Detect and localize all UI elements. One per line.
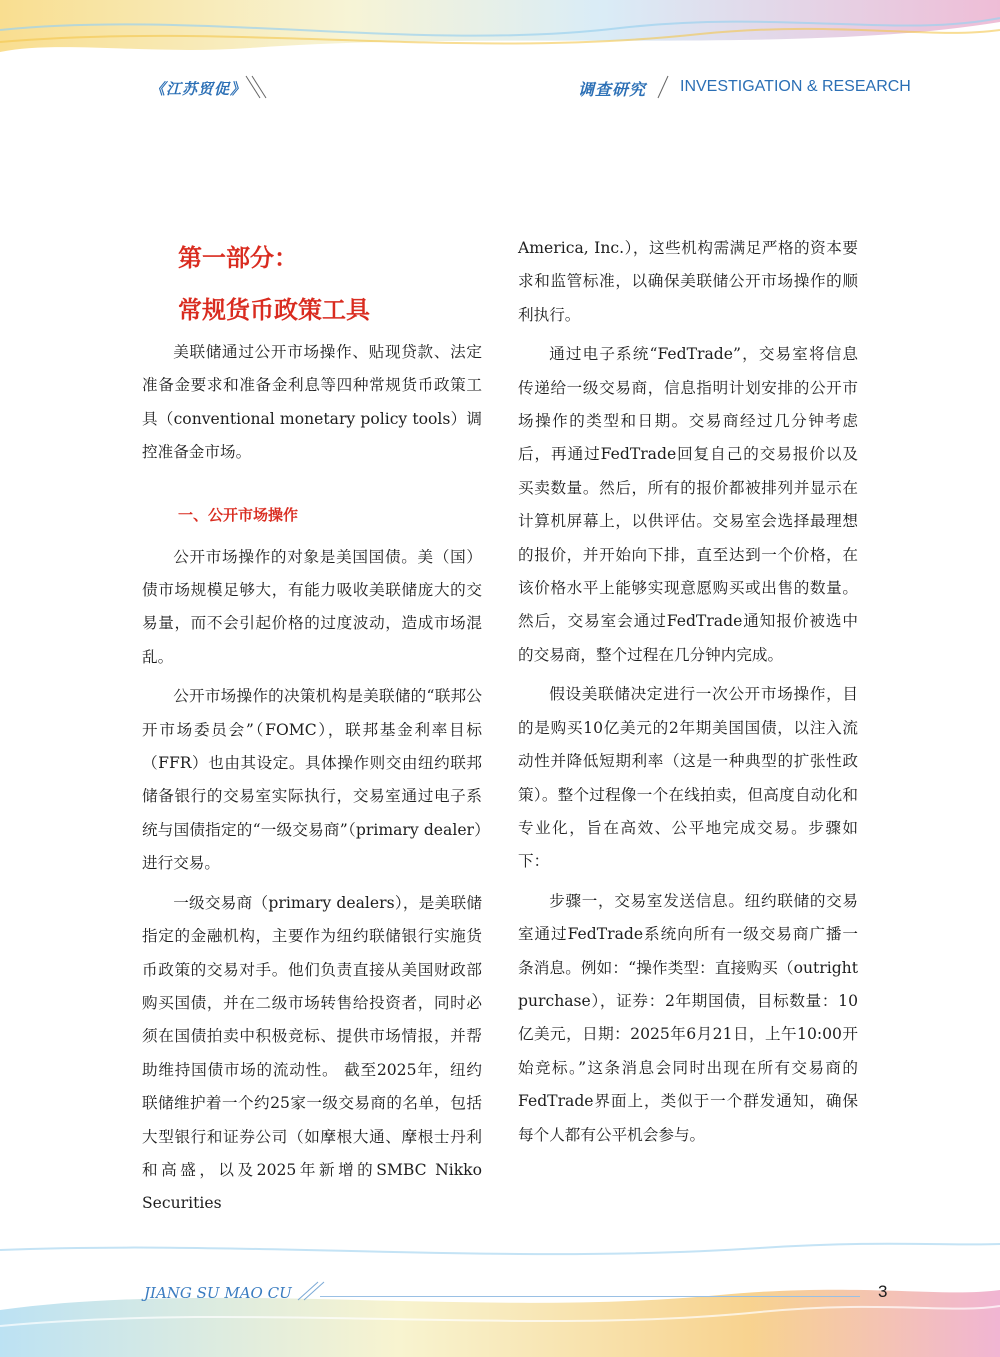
- paragraph: 公开市场操作的决策机构是美联储的“联邦公开市场委员会”（FOMC），联邦基金利率目标（FFR）也由其设定。具体操作则交由纽约联邦储备银行的交易室实际执行，交易室通过电子系统与国债指定的“一级交易商”（primary dealer）进行交易。: [142, 687, 482, 873]
- section-title-english: INVESTIGATION & RESEARCH: [680, 78, 911, 95]
- footer-publication-name: JIANG SU MAO CU: [144, 1284, 292, 1302]
- top-decorative-wave: [0, 0, 1000, 70]
- right-column: [518, 232, 858, 1152]
- paragraph: 假设美联储决定进行一次公开市场操作，目的是购买10亿美元的2年期美国国债，以注入流动性并降低短期利率（这是一种典型的扩张性政策）。整个过程像一个在线拍卖，但高度自动化和专业化，旨在高效、公平地完成交易。步骤如下：: [518, 685, 858, 871]
- part-title-line2: 常规货币政策工具: [178, 296, 370, 324]
- intro-paragraph: 美联储通过公开市场操作、贴现贷款、法定准备金要求和准备金利息等四种常规货币政策工具（conventional monetary policy tools）调控准备金市场。: [142, 343, 482, 462]
- masthead-title: 《江苏贸促》: [150, 80, 247, 98]
- paragraph: 步骤一，交易室发送信息。纽约联储的交易室通过FedTrade系统向所有一级交易商广播一条消息。例如：“操作类型：直接购买（outright purchase），证券：2年期国债，目标数量：10亿美元，日期：2025年6月21日，上午10:00开始竞标。”这条消息会同时出现在所有交易商的FedTrade界面上，类似于一个群发通知，确保每个人都有公平机会参与。: [518, 891, 858, 1144]
- page-number: 3: [878, 1282, 888, 1301]
- footer-divider: [320, 1296, 860, 1297]
- paragraph-continuation: America, Inc.），这些机构需满足严格的资本要求和监管标准，以确保美联储公开市场操作的顺利执行。: [518, 239, 858, 324]
- double-slash-icon: [288, 1278, 328, 1304]
- paragraph: 通过电子系统“FedTrade”，交易室将信息传递给一级交易商，信息指明计划安排的公开市场操作的类型和日期。交易商经过几分钟考虑后，再通过FedTrade回复自己的交易报价以及买卖数量。然后，所有的报价都被排列并显示在计算机屏幕上，以供评估。交易室会选择最理想的报价，并开始向下排，直至达到一个价格，在该价格水平上能够实现意愿购买或出售的数量。然后，交易室会通过FedTrade通知报价被选中的交易商，整个过程在几分钟内完成。: [518, 345, 858, 664]
- double-slash-icon: [242, 74, 272, 100]
- slash-divider-icon: [654, 74, 672, 100]
- subheading-open-market: 一、公开市场操作: [178, 505, 299, 524]
- paragraph: 公开市场操作的对象是美国国债。美（国）债市场规模足够大，有能力吸收美联储庞大的交易量，而不会引起价格的过度波动，造成市场混乱。: [142, 547, 482, 666]
- part-title-line1: 第一部分：: [178, 244, 298, 272]
- left-column: [142, 232, 482, 1221]
- section-title-chinese: 调查研究: [578, 80, 647, 99]
- paragraph: 一级交易商（primary dealers），是美联储指定的金融机构，主要作为纽约联储银行实施货币政策的交易对手。他们负责直接从美国财政部购买国债，并在二级市场转售给投资者，同时必须在国债拍卖中积极竞标、提供市场情报，并帮助维持国债市场的流动性。 截至2025年，纽约联储维护着一个约25家一级交易商的名单，包括大型银行和证券公司（如摩根大通、摩根士丹利和高盛，以及2025年新增的SMBC Nikko Securities: [142, 893, 482, 1213]
